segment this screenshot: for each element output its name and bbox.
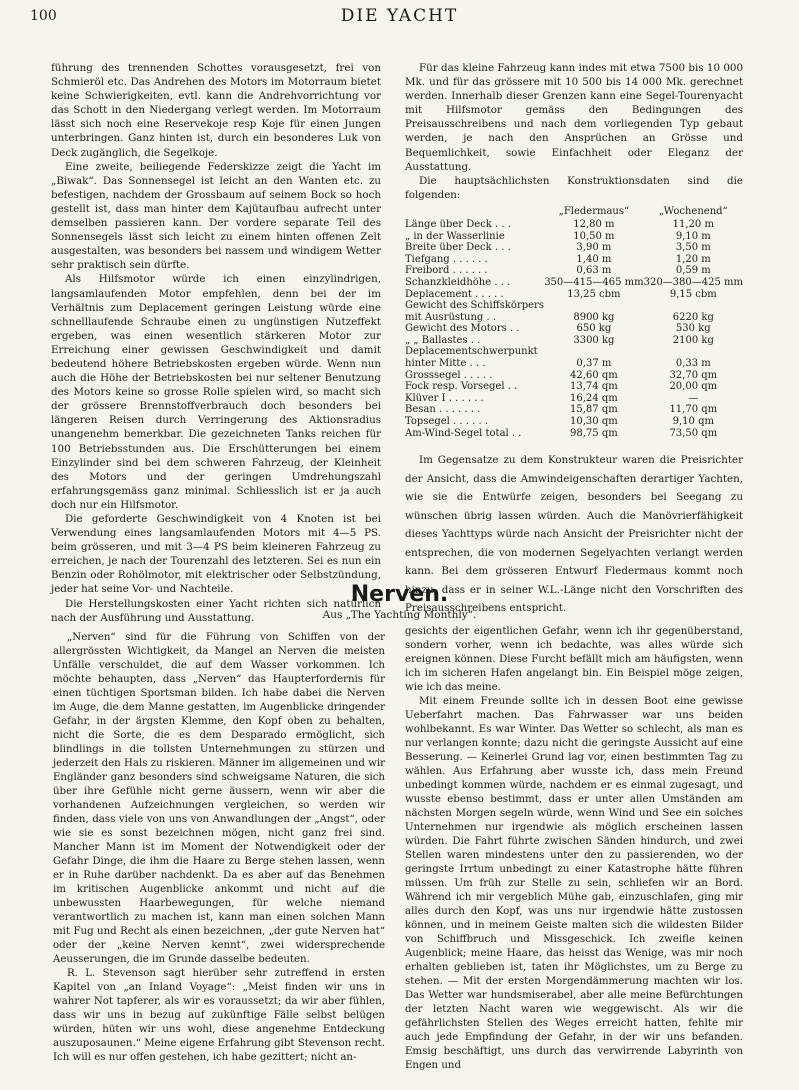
table-row xyxy=(405,312,743,324)
table-cell-fledermaus: 3,90 m xyxy=(576,242,612,254)
table-row xyxy=(405,265,743,277)
table-cell-fledermaus: 15,87 qm xyxy=(570,404,618,416)
table-cell-fledermaus: 8900 kg xyxy=(573,311,615,323)
table-cell-wochenend: 2100 kg xyxy=(672,334,714,346)
table-cell-label: Freibord . . . . . . xyxy=(405,265,488,277)
table-cell-wochenend: 9,10 m xyxy=(675,230,711,242)
table-cell-label: Tiefgang . . . . . . xyxy=(405,253,488,265)
table-cell-label: mit Ausrüstung . . xyxy=(405,311,497,323)
table-cell-label: Grosssegel . . . . . xyxy=(405,369,493,381)
paragraph: Die geforderte Geschwindigkeit von 4 Knoten ist bei Verwendung eines langsamlaufenden Motors mit 4—5 PS. beim grösseren, und mit 3—4 PS beim kleineren Fahrzeug zu erreichen, je nach der Tourenzahl des letzteren. Sei es nun ein Benzin oder Rohölmotor, mit elektrischer oder Selbstzündung, jeder hat seine Vor- und Nachteile. xyxy=(51,513,381,596)
table-cell-wochenend: 1,20 m xyxy=(675,253,711,265)
table-row xyxy=(405,381,743,393)
table-row xyxy=(405,358,743,370)
paragraph: gesichts der eigentlichen Gefahr, wenn ich ihr gegenüberstand, sondern vorher, wenn ich bedachte, was alles würde sich ereignen können. Diese Furcht befällt mich am häufigsten, wenn ich im sicheren Hafen angelangt bin. Ein Beispiel möge zeigen, wie ich das meine. xyxy=(405,626,743,693)
table-cell-fledermaus: 650 kg xyxy=(576,323,612,335)
column-header-wochenend: „Wochenend“ xyxy=(658,205,728,217)
table-cell-fledermaus: 13,25 cbm xyxy=(567,288,621,300)
table-cell-wochenend: 9,10 qm xyxy=(672,416,714,428)
table-row xyxy=(405,289,743,301)
table-cell-wochenend xyxy=(644,346,743,358)
table-cell-label: „ „ Ballastes . . xyxy=(405,334,481,346)
table-cell-label: „ in der Wasserlinie xyxy=(405,230,505,242)
table-cell-fledermaus: 1,40 m xyxy=(576,253,612,265)
table-cell-label: Gewicht des Schiffskörpers xyxy=(405,300,544,312)
article-left-column xyxy=(53,631,385,1065)
running-title: DIE YACHT xyxy=(340,6,459,26)
table-cell-wochenend: 6220 kg xyxy=(672,311,714,323)
table-row xyxy=(405,370,743,382)
table-cell-fledermaus: 16,24 qm xyxy=(570,392,618,404)
table-cell-fledermaus: 10,50 m xyxy=(573,230,615,242)
table-cell-label: Länge über Deck . . . xyxy=(405,218,511,230)
table-cell-fledermaus: 13,74 qm xyxy=(570,381,618,393)
table-cell-fledermaus xyxy=(544,346,643,358)
table-cell-wochenend: — xyxy=(688,392,699,404)
table-row xyxy=(405,346,743,358)
table-cell-fledermaus: 42,60 qm xyxy=(570,369,618,381)
paragraph: Mit einem Freunde sollte ich in dessen Boot eine gewisse Ueberfahrt machen. Das Fahrwasser war uns beiden wohlbekannt. Es war Winter. Das Wetter so schlecht, als man es nur verlangen konnte; dazu nicht die geringste Aussicht auf eine Besserung. — Keinerlei Grund lag vor, einen bestimmten Tag zu wählen. Aus Erfahrung aber wusste ich, dass mein Freund unbedingt kommen würde, nachdem er es einmal zugesagt, und wusste ebenso bestimmt, dass er unter allen Umständen am nächsten Morgen segeln würde, wenn Wind und See ein solches Unternehmen nur irgendwie als möglich erscheinen lassen würden. Die Fahrt führte zwischen Sänden hindurch, und zwei Stellen waren mindestens unter den zu passierenden, wo der geringste Irrtum unbedingt zu einer Katastrophe hätte führen müssen. Um früh zur Stelle zu sein, schliefen wir an Bord. Während ich mir vergeblich Mühe gab, einzuschlafen, ging mir alles durch den Kopf, was uns nur irgendwie hätte zustossen können, und in meinem Geiste malten sich die wildesten Bilder von Schiffbruch und Missgeschick. Ich zweifle keinen Augenblick; meine Haare, das heisst das Wenige, was mir noch erhalten geblieben ist, taten ihr Möglichstes, um zu Berge zu stehen. — Mit der ersten Morgendämmerung machten wir los. Das Wetter war hundsmiserabel, aber alle meine Befürchtungen der letzten Nacht waren wie weggewischt. Als wir die gefährlichsten Stellen des Weges erreicht hatten, fehlte mir auch jede Empfindung der Gefahr, in der wir uns befanden. Emsig beschäftigt, uns durch das verwirrende Labyrinth von Engen und xyxy=(405,696,743,1071)
table-cell-label: Topsegel . . . . . . xyxy=(405,416,489,428)
table-cell-fledermaus: 350—415—465 mm xyxy=(544,276,644,288)
table-row xyxy=(405,323,743,335)
paragraph: Als Hilfsmotor würde ich einen einzylindrigen, langsamlaufenden Motor empfehlen, denn bei der im Verhältnis zum Deplacement geringen Leistung würde eine schnelllaufende Schraube einen zu ungünstigen Nutzeffekt ergeben, was einen wesentlich stärkeren Motor zur Erreichung einer gewissen Geschwindigkeit und damit bedeutend höhere Betriebskosten ergeben würde. Wenn nun auch die Höhe der Betriebskosten bei nur seltener Benutzung des Motors keine so grosse Rolle spielen wird, so macht sich der grössere Brennstoffverbrauch doch besonders bei längeren Reisen durch Verringerung des Aktionsradius unangenehm bemerkbar. Die gezeichneten Tanks reichen für 100 Betriebsstunden aus. Die Erschütterungen bei einem Einzylinder sind bei dem schweren Fahrzeug, der Kleinheit des Motors und der geringen Umdrehungszahl erfahrungsgemäss ganz minimal. Schliesslich ist er ja auch doch nur ein Hilfsmotor. xyxy=(51,273,381,511)
table-row xyxy=(405,242,743,254)
table-cell-label: Klüver I . . . . . . xyxy=(405,392,484,404)
table-cell-wochenend: 320—380—425 mm xyxy=(643,276,743,288)
table-row xyxy=(405,254,743,266)
article-source: Aus „The Yachting Monthly“. xyxy=(322,609,477,621)
table-cell-label: Deplacementschwerpunkt xyxy=(405,346,538,358)
table-cell-label: Breite über Deck . . . xyxy=(405,242,511,254)
left-column xyxy=(51,61,381,625)
right-column xyxy=(405,61,743,618)
table-row xyxy=(405,393,743,405)
paragraph: „Nerven“ sind für die Führung von Schiffen von der allergrössten Wichtigkeit, da Mangel an Nerven die meisten Unfälle verschuldet, die auf dem Wasser vorkommen. Ich möchte behaupten, dass „Nerven“ das Haupterfordernis für einen tüchtigen Sportsman bilden. Ich habe dabei die Nerven im Auge, die dem Manne gestatten, im Augenblicke dringender Gefahr, in der ärgsten Klemme, den Kopf oben zu behalten, nicht die Sorte, die es dem Desparado ermöglicht, sich blindlings in die tollsten Unternehmungen zu stürzen und jederzeit den Hals zu riskieren. Männer im allgemeinen und wir Engländer ganz besonders sind schweigsame Naturen, die sich über ihre Gefühle nicht gerne äussern, wenn wir aber die vorhandenen Aufzeichnungen vergleichen, so werden wir finden, dass viele von uns von Anwandlungen der „Angst“, oder wie sie es sonst bezeichnen mögen, nicht ganz frei sind. Mancher Mann ist im Moment der Notwendigkeit oder der Gefahr Dinge, die ihm die Haare zu Berge stehen lassen, wenn er in Ruhe darüber nachdenkt. Da es aber auf das Benehmen im kritischen Augenblicke ankommt und nicht auf die unbewussten Haarbewegungen, für welche niemand verantwortlich zu machen ist, kann man einen solchen Mann mit Fug und Recht als einen bezeichnen, „der gute Nerven hat“ oder der „keine Nerven kennt“, zwei widersprechende Aeusserungen, die im Grunde dasselbe bedeuten. xyxy=(53,632,385,965)
table-cell-fledermaus: 0,63 m xyxy=(576,265,612,277)
table-cell-label: hinter Mitte . . . xyxy=(405,358,486,370)
column-header-fledermaus: „Fledermaus“ xyxy=(558,205,630,217)
table-cell-wochenend: 0,33 m xyxy=(675,358,711,370)
page-number: 100 xyxy=(30,8,57,24)
table-cell-label: Fock resp. Vorsegel . . xyxy=(405,381,518,393)
table-cell-label: Besan . . . . . . . xyxy=(405,404,481,416)
paragraph: Für das kleine Fahrzeug kann indes mit etwa 7500 bis 10 000 Mk. und für das grössere mit 10 500 bis 14 000 Mk. gerechnet werden. Innerhalb dieser Grenzen kann eine Segel-Tourenyacht mit Hilfsmotor gemäss den Bedingungen des Preisausschreibens und nach dem vorliegenden Typ gebaut werden, je nach den Ansprüchen an Grösse und Bequemlichkeit, sowie Einfachheit oder Eleganz der Ausstattung. xyxy=(405,62,743,173)
construction-data-table xyxy=(405,204,743,439)
paragraph: R. L. Stevenson sagt hierüber sehr zutreffend in ersten Kapitel von „an Inland Voyage“: „Meist finden wir uns in wahrer Not tapferer, als wir es voraussetzt; da wir aber fühlen, dass wir uns in bezug auf zukünftige Fälle selbst belügen würden, hüten wir uns wohl, diese angenehme Entdeckung auszuposaunen.“ Meine eigene Erfahrung gibt Stevenson recht. Ich will es nur offen gestehen, ich habe gezittert; nicht an- xyxy=(53,968,385,1063)
table-cell-wochenend: 11,70 qm xyxy=(669,404,718,416)
table-cell-label: Deplacement . . . . . xyxy=(405,288,504,300)
table-cell-wochenend xyxy=(644,300,743,312)
table-row xyxy=(405,404,743,416)
table-cell-wochenend: 530 kg xyxy=(675,323,711,335)
paragraph: führung des trennenden Schottes vorausgesetzt, frei von Schmieröl etc. Das Andrehen des Motors im Motorraum bietet keine Schwierigkeiten, evtl. kann die Andrehvorrichtung vor das Schott in den Niedergang verlegt werden. Im Motorraum lässt sich noch eine Reservekoje resp Koje für einen Jungen unterbringen. Ganz hinten ist, durch ein besonderes Luk von Deck zugänglich, die Segelkoje. xyxy=(51,62,381,159)
table-cell-wochenend: 0,59 m xyxy=(675,265,711,277)
table-cell-fledermaus: 3300 kg xyxy=(573,334,615,346)
table-cell-wochenend: 20,00 qm xyxy=(669,381,718,393)
table-cell-fledermaus: 0,37 m xyxy=(576,358,612,370)
table-cell-label: Gewicht des Motors . . xyxy=(405,323,520,335)
table-cell-fledermaus xyxy=(544,300,643,312)
paragraph: Eine zweite, beiliegende Federskizze zeigt die Yacht im „Biwak“. Das Sonnensegel ist leicht an den Wanten etc. zu befestigen, nachdem der Grossbaum auf seinem Bock so hoch gestellt ist, dass man hinter dem Kajütaufbau aufrecht unter demselben passieren kann. Der vordere separate Teil des Sonnensegels lässt sich leicht zu einem hinten offenen Zelt ausgestalten, was besonders bei nassem und windigem Wetter sehr praktisch sein dürfte. xyxy=(51,160,381,272)
table-row xyxy=(405,416,743,428)
table-intro: Die hauptsächlichsten Konstruktionsdaten sind die folgenden: xyxy=(405,174,743,201)
article-title: Nerven. xyxy=(350,582,449,607)
table-row xyxy=(405,231,743,243)
table-row xyxy=(405,428,743,440)
paragraph: Die Herstellungskosten einer Yacht richten sich natürlich nach der Ausführung und Ausstattung. xyxy=(51,597,381,624)
table-row xyxy=(405,335,743,347)
table-row xyxy=(405,219,743,231)
table-cell-fledermaus: 98,75 qm xyxy=(570,427,618,439)
table-cell-fledermaus: 12,80 m xyxy=(573,218,615,230)
table-cell-fledermaus: 10,30 qm xyxy=(570,416,618,428)
table-cell-wochenend: 9,15 cbm xyxy=(669,288,717,300)
table-cell-wochenend: 73,50 qm xyxy=(669,427,718,439)
article-right-column xyxy=(405,625,743,1073)
table-cell-label: Am-Wind-Segel total . . xyxy=(405,427,522,439)
table-cell-wochenend: 32,70 qm xyxy=(669,369,718,381)
table-row xyxy=(405,277,743,289)
paragraph: Im Gegensatze zu dem Konstrukteur waren die Preisrichter der Ansicht, dass die Amwindeigenschaften derartiger Yachten, wie sie die Entwürfe zeigen, besonders bei Seegang zu wünschen übrig lassen würden. Auch die Manövrierfähigkeit dieses Yachttyps würde nach Ansicht der Preisrichter nicht der entsprechen, die von modernen Segelyachten verlangt werden kann. Bei dem grösseren Entwurf Fledermaus kommt noch hinzu, dass er in seiner W.L.-Länge nicht den Vorschriften des Preisausschreibens entspricht. xyxy=(405,454,743,615)
table-cell-label: Schanzkleidhöhe . . . xyxy=(405,276,511,288)
table-cell-wochenend: 11,20 m xyxy=(672,218,714,230)
table-cell-wochenend: 3,50 m xyxy=(675,242,711,254)
table-row xyxy=(405,300,743,312)
